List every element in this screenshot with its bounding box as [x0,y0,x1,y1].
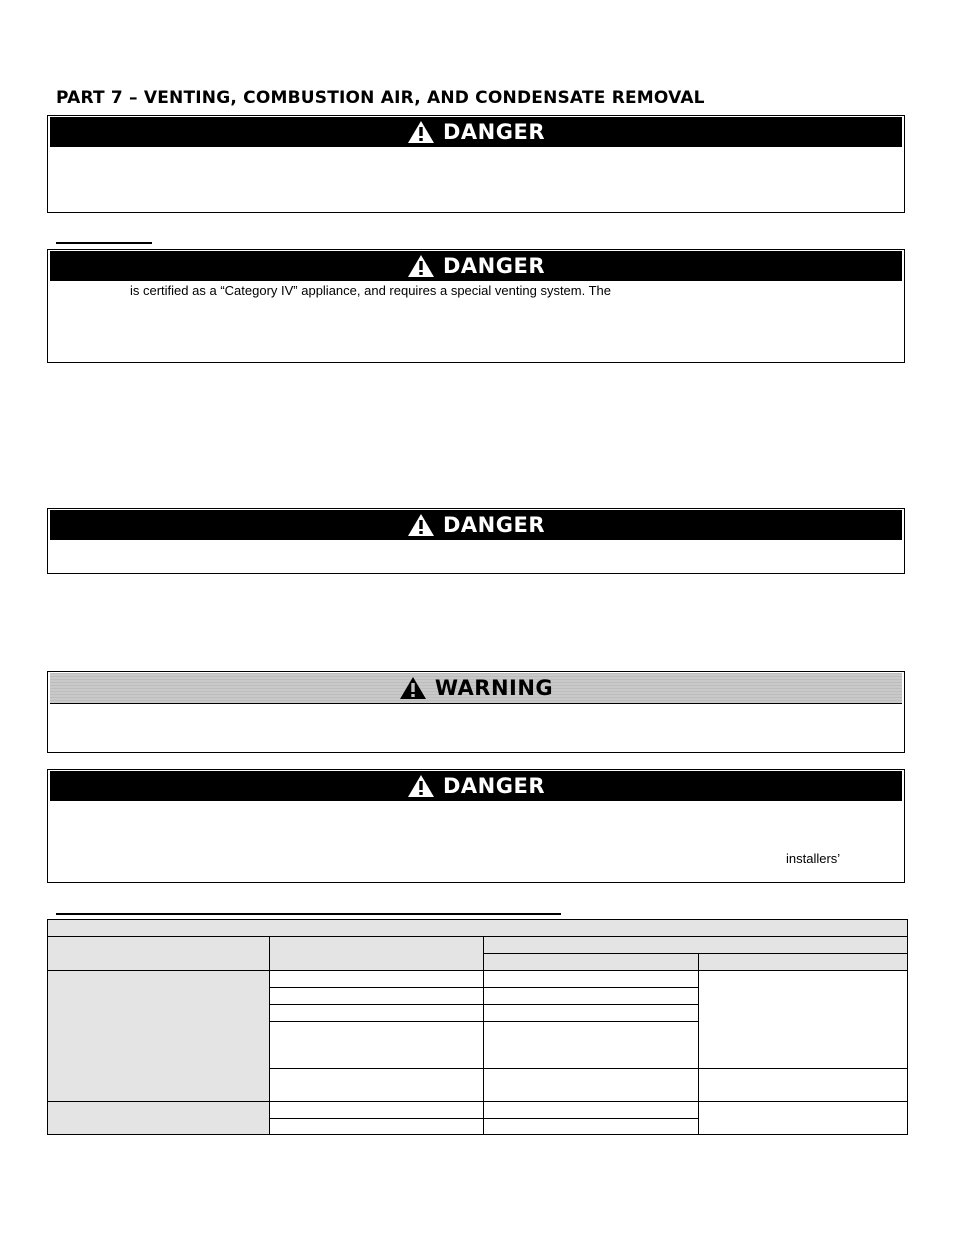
table-cell [270,1102,484,1119]
table-cell [484,1102,699,1119]
danger-box-1 [47,115,905,213]
table-header-cell [48,937,270,971]
danger-header-1 [50,117,902,147]
warning-triangle-icon [407,254,435,278]
table-cell [699,1102,908,1135]
table-cell [699,971,908,1069]
table-cell [270,971,484,988]
part-title: PART 7 – VENTING, COMBUSTION AIR, AND CONDENSATE REMOVAL [56,88,705,108]
category-iv-text: is certified as a “Category IV” appliance, and requires a special venting system. The [130,283,611,298]
table-title-underline [56,913,561,915]
table-cell [270,1005,484,1022]
danger-box-5 [47,769,905,883]
danger-box-2 [47,249,905,363]
warning-triangle-icon [407,774,435,798]
table-cell [270,1119,484,1135]
table-cell [484,971,699,988]
warning-triangle-icon [407,120,435,144]
table-title-cell [48,920,908,937]
warning-label: WARNING [434,676,554,700]
danger-header-5 [50,771,902,801]
danger-label: DANGER [442,774,545,798]
table-header-cell [270,937,484,971]
table-cell [484,1005,699,1022]
danger-header-3 [50,510,902,540]
warning-header [50,673,902,704]
installers-text: installers’ [786,851,841,866]
section-underline-1 [56,242,152,244]
table-cell [270,1069,484,1102]
danger-label: DANGER [442,120,545,144]
danger-box-3 [47,508,905,574]
table-cell [484,1022,699,1069]
vent-material-table [47,919,908,1135]
table-cell [484,1119,699,1135]
table-cell [699,1069,908,1102]
table-cell [484,1069,699,1102]
table-cell [270,1022,484,1069]
warning-box [47,671,905,753]
table-row [48,1102,908,1119]
table-header-cell [484,937,908,954]
table-cell [48,1102,270,1135]
table-row [48,937,908,954]
table-cell [48,971,270,1102]
danger-label: DANGER [442,513,545,537]
table-row [48,920,908,937]
danger-label: DANGER [442,254,545,278]
table-header-cell [484,954,699,971]
warning-triangle-icon [399,676,427,700]
table-header-cell [699,954,908,971]
danger-header-2 [50,251,902,281]
table-cell [484,988,699,1005]
warning-triangle-icon [407,513,435,537]
table-cell [270,988,484,1005]
table-row [48,971,908,988]
